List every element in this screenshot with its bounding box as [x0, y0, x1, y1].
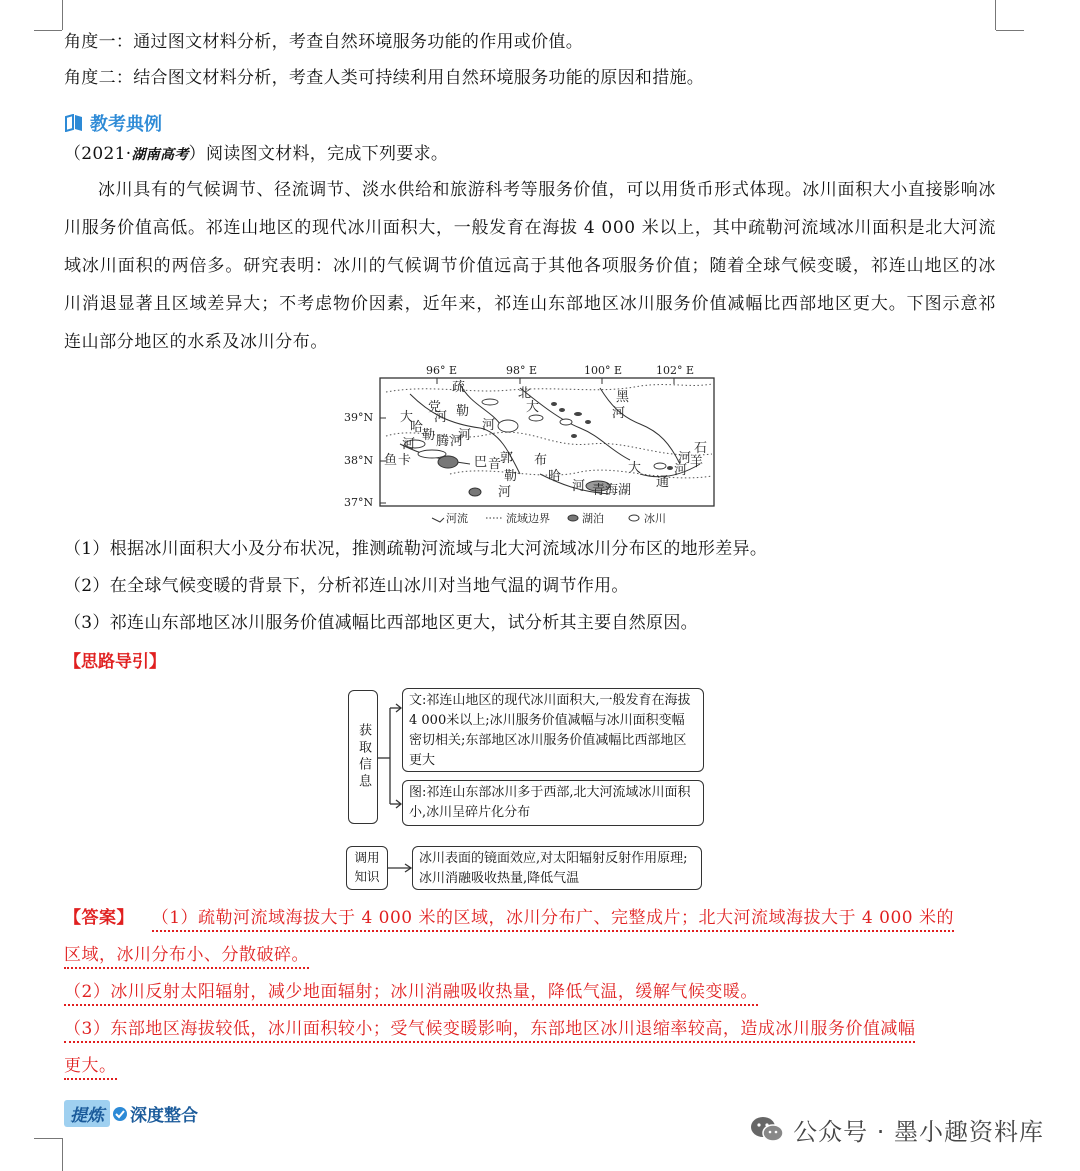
crop-mark [996, 30, 1024, 31]
map-place: 大 [628, 461, 642, 476]
answer-line-3 [64, 1017, 915, 1041]
angle-two-line: 角度二：结合图文材料分析，考查人类可持续利用自然环境服务功能的原因和措施。 [64, 68, 705, 88]
answer-1b: 区域，冰川分布小、分散破碎。 [64, 945, 309, 969]
source-open: （2021· [64, 144, 132, 164]
material-text: 冰川具有的气候调节、径流调节、淡水供给和旅游科考等服务价值，可以用货币形式体现。冰川面积大小直接影响冰川服务价值高低。祁连山地区的现代冰川面积大，一般发育在海拔 4 000 米以上，其中疏勒河流域冰川面积是北大河流域冰川面积的两倍多。研究表明：冰川的气候调节价值远高于其他各项服务价值；随着全球气候变暖，祁连山地区的冰川消退显著且区域差异大；不考虑物价因素，近年来，祁连山东部地区冰川服务价值减幅比西部地区更大。下图示意祁连山部分地区的水系及冰川分布。 [64, 180, 996, 352]
map-place: 卡 [398, 453, 412, 468]
map-place: 勒 [504, 469, 518, 484]
map-place: 巴 [474, 455, 488, 470]
knowledge-label: 调用知识 [354, 850, 380, 884]
check-icon [112, 1106, 128, 1122]
lon-label: 102° E [656, 364, 695, 377]
legend-glaciers: 冰川 [644, 512, 666, 525]
map-place: 通 [656, 475, 670, 490]
map-place: 党 [428, 400, 442, 415]
answer-line-1b [64, 943, 309, 967]
crop-mark [34, 1138, 62, 1139]
map-place: 黑 [616, 390, 630, 405]
image-info: 图:祁连山东部冰川多于西部,北大河流域冰川面积小,冰川呈碎片化分布 [409, 785, 691, 820]
wechat-watermark [749, 1112, 1044, 1147]
question-2: （2）在全球气候变暖的背景下，分析祁连山冰川对当地气温的调节作用。 [64, 576, 629, 596]
flow-brace [378, 700, 402, 820]
map-place: 腾 [436, 434, 450, 449]
crop-mark [62, 0, 63, 30]
map-place: 鱼 [384, 453, 398, 468]
knowledge-detail: 冰川表面的镜面效应,对太阳辐射反射作用原理;冰川消融吸收热量,降低气温 [419, 851, 688, 886]
material-paragraph [64, 171, 996, 361]
badge-left: 提炼 [64, 1100, 110, 1127]
map-place: 河 [402, 437, 416, 452]
map-place: 河 [572, 479, 586, 494]
text-info-box [402, 688, 704, 772]
legend-boundary: 流域边界 [506, 512, 550, 525]
flow-arrow [388, 862, 414, 874]
guide-heading: 【思路导引】 [64, 652, 166, 672]
get-info-box [348, 690, 378, 824]
map-place: 河 [498, 485, 512, 500]
map-place: 大 [526, 400, 540, 415]
map-place: 布 [534, 453, 548, 468]
legend-rivers: 河流 [446, 512, 468, 525]
map-place: 羊 [690, 455, 704, 470]
watermark-text: 公众号 · 墨小趣资料库 [793, 1118, 1044, 1146]
map-place: 哈 [410, 420, 424, 435]
qilian-map [340, 364, 740, 530]
lon-label: 98° E [506, 364, 538, 377]
section-badge [64, 1100, 198, 1127]
example-heading-text: 教考典例 [90, 114, 162, 135]
answer-2: （2）冰川反射太阳辐射，减少地面辐射；冰川消融吸收热量，降低气温，缓解气候变暖。 [64, 982, 758, 1006]
source-tag: 湖南高考 [131, 147, 189, 163]
source-line [64, 142, 448, 167]
answer-line-3b [64, 1054, 117, 1078]
map-place: 河 [482, 418, 496, 433]
knowledge-box [346, 846, 388, 890]
book-icon [64, 114, 84, 132]
badge-right: 深度整合 [130, 1106, 198, 1126]
crop-mark [995, 0, 996, 30]
lon-label: 100° E [584, 364, 623, 377]
question-3: （3）祁连山东部地区冰川服务价值减幅比西部地区更大，试分析其主要自然原因。 [64, 613, 698, 633]
legend-lakes: 湖泊 [582, 512, 604, 525]
image-info-box [402, 780, 704, 826]
lat-label: 39°N [344, 411, 374, 424]
source-close: ）阅读图文材料，完成下列要求。 [188, 144, 449, 164]
lon-label: 96° E [426, 364, 458, 377]
crop-mark [62, 1138, 63, 1171]
crop-mark [34, 30, 62, 31]
lat-label: 37°N [344, 496, 374, 509]
answer-line-2 [64, 980, 758, 1004]
answer-1: （1）疏勒河流域海拔大于 4 000 米的区域，冰川分布广、完整成片；北大河流域海拔大于 4 000 米的 [152, 908, 954, 932]
wechat-icon [749, 1115, 785, 1145]
map-place: 郭 [500, 451, 514, 466]
angle-one-line: 角度一：通过图文材料分析，考查自然环境服务功能的作用或价值。 [64, 32, 583, 52]
map-svg [340, 364, 740, 530]
map-place: 石 [694, 441, 708, 456]
lat-label: 38°N [344, 454, 374, 467]
map-place: 疏 [452, 380, 466, 395]
map-place: 河 [674, 463, 688, 478]
answer-tag: 【答案】 [64, 908, 134, 928]
map-place: 河 [612, 406, 626, 421]
answer-3: （3）东部地区海拔较低，冰川面积较小；受气候变暖影响，东部地区冰川退缩率较高，造成冰川服务价值减幅 [64, 1019, 915, 1043]
map-place: 哈 [548, 469, 562, 484]
answer-line-1 [64, 906, 954, 930]
map-place: 勒 [456, 404, 470, 419]
map-place: 河 [458, 428, 472, 443]
map-place: 大 [400, 410, 414, 425]
map-place: 河 [678, 451, 692, 466]
map-place: 河 [434, 410, 448, 425]
answer-3b: 更大。 [64, 1056, 117, 1080]
map-place: 音 [488, 457, 502, 472]
map-place: 河 [450, 434, 464, 449]
map-place: 北 [518, 386, 532, 401]
text-info: 文:祁连山地区的现代冰川面积大,一般发育在海拔4 000米以上;冰川服务价值减幅与冰川面积变幅密切相关;东部地区冰川服务价值减幅比西部地区更大 [409, 693, 691, 768]
question-1: （1）根据冰川面积大小及分布状况，推测疏勒河流域与北大河流域冰川分布区的地形差异。 [64, 539, 768, 559]
knowledge-detail-box [412, 846, 702, 890]
map-place: 青海湖 [592, 483, 632, 498]
example-heading [64, 110, 162, 136]
get-info-label: 获取信息 [356, 723, 371, 791]
map-place: 勒 [422, 428, 436, 443]
